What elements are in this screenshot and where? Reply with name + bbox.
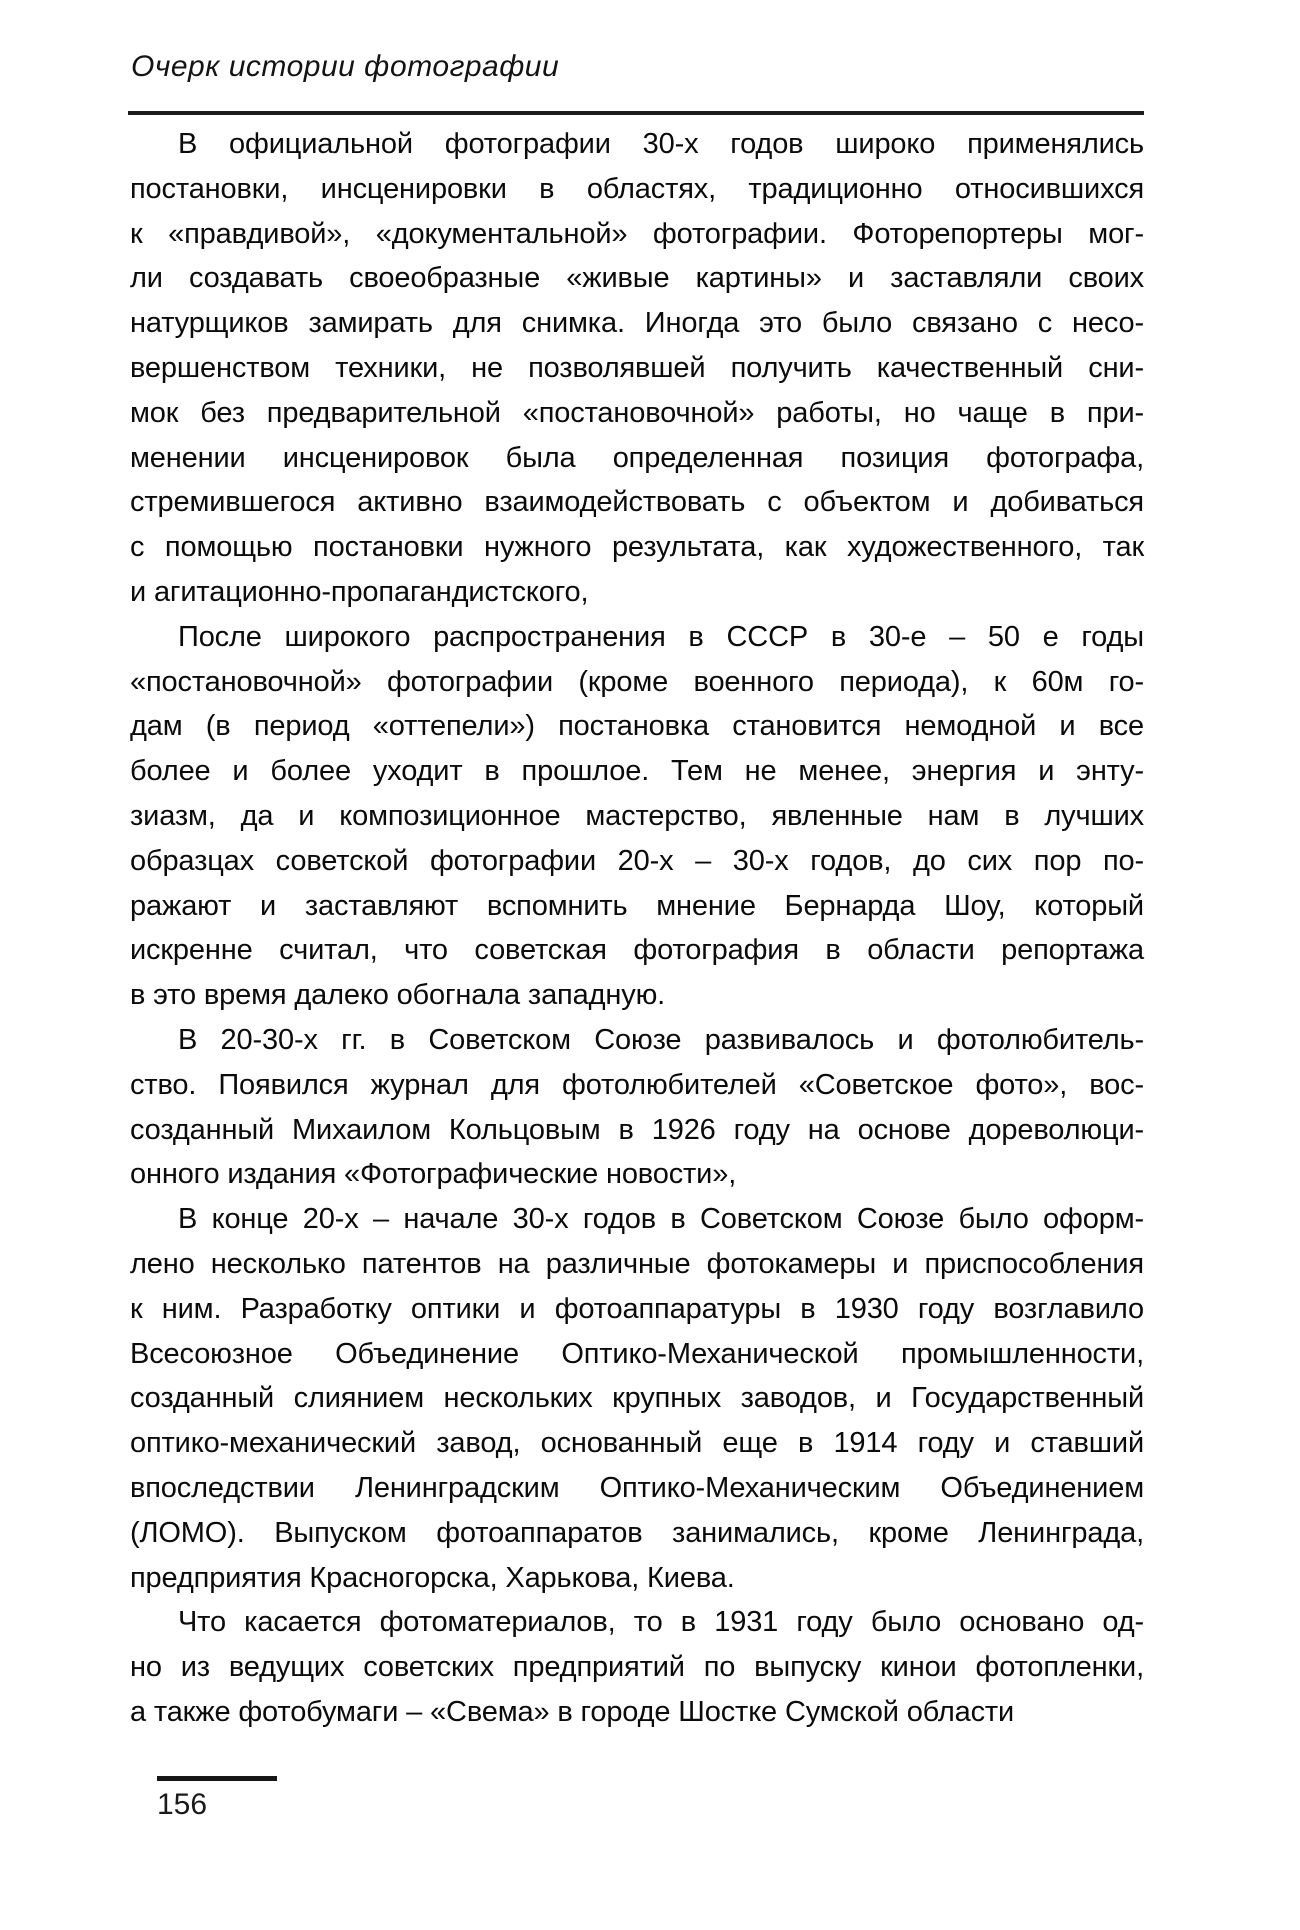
text-line: дам (в период «оттепели») постановка становится немодной и все xyxy=(130,710,1144,743)
text-line: а также фотобумаги – «Свема» в городе Шостке Сумской области xyxy=(130,1695,1015,1728)
text-line: постановки, инсценировки в областях, традиционно относившихся xyxy=(130,172,1144,205)
text-line: в это время далеко обогнала западную. xyxy=(130,979,666,1012)
text-line: зиазм, да и композиционное мастерство, явленные нам в лучших xyxy=(130,799,1144,832)
text-line: менении инсценировок была определенная позиция фотографа, xyxy=(130,441,1144,474)
paragraph xyxy=(130,1197,1144,1600)
text-line: и агитационно-пропагандистского, xyxy=(130,575,589,608)
paragraph xyxy=(130,122,1144,615)
body-text xyxy=(130,122,1144,1735)
text-line: к ним. Разработку оптики и фотоаппаратуры в 1930 году возглавило xyxy=(130,1292,1144,1325)
text-line: впоследствии Ленинградским Оптико-Механическим Объединением xyxy=(130,1471,1144,1504)
text-line: В 20-30-х гг. в Советском Союзе развивалось и фотолюбитель- xyxy=(178,1023,1144,1056)
text-line: но из ведущих советских предприятий по выпуску кинои фотопленки, xyxy=(130,1651,1144,1684)
text-line: предприятия Красногорска, Харькова, Киева. xyxy=(130,1561,735,1594)
text-line: ство. Появился журнал для фотолюбителей «Советское фото», вос- xyxy=(130,1068,1144,1101)
text-line: лено несколько патентов на различные фотокамеры и приспособления xyxy=(130,1247,1144,1280)
text-line: После широкого распространения в СССР в 30-е – 50 е годы xyxy=(178,620,1144,653)
text-line: онного издания «Фотографические новости», xyxy=(130,1158,737,1191)
text-line: созданный Михаилом Кольцовым в 1926 году на основе дореволюци- xyxy=(130,1113,1144,1146)
text-line: натурщиков замирать для снимка. Иногда это было связано с несо- xyxy=(130,307,1144,340)
text-line: Всесоюзное Объединение Оптико-Механической промышленности, xyxy=(130,1337,1144,1370)
text-line: образцах советской фотографии 20-х – 30-х годов, до сих пор по- xyxy=(130,844,1144,877)
footer-rule xyxy=(157,1776,277,1781)
text-line: более и более уходит в прошлое. Тем не менее, энергия и энту- xyxy=(130,755,1144,788)
text-line: мок без предварительной «постановочной» работы, но чаще в при- xyxy=(130,396,1144,429)
text-line: (ЛОМО). Выпуском фотоаппаратов занимались, кроме Ленинграда, xyxy=(130,1516,1144,1549)
text-line: Что касается фотоматериалов, то в 1931 году было основано од- xyxy=(178,1606,1144,1639)
text-line: «постановочной» фотографии (кроме военного периода), к 60м го- xyxy=(130,665,1144,698)
page-number: 156 xyxy=(157,1788,208,1821)
text-line: созданный слиянием нескольких крупных заводов, и Государственный xyxy=(130,1382,1144,1415)
paragraph xyxy=(130,615,1144,1018)
text-line: с помощью постановки нужного результата, как художественного, так xyxy=(130,531,1144,564)
paragraph xyxy=(130,1600,1144,1734)
text-line: ражают и заставляют вспомнить мнение Бернарда Шоу, который xyxy=(130,889,1144,922)
running-header-title: Очерк истории фотографии xyxy=(131,50,560,83)
text-line: оптико-механический завод, основанный еще в 1914 году и ставший xyxy=(130,1427,1144,1460)
header-rule xyxy=(128,111,1144,115)
text-line: В конце 20-х – начале 30-х годов в Советском Союзе было оформ- xyxy=(178,1203,1144,1236)
text-line: В официальной фотографии 30-х годов широко применялись xyxy=(178,128,1144,160)
text-line: ли создавать своеобразные «живые картины» и заставляли своих xyxy=(130,262,1144,295)
text-line: вершенством техники, не позволявшей получить качественный сни- xyxy=(130,351,1144,384)
text-line: к «правдивой», «документальной» фотографии. Фоторепортеры мог- xyxy=(130,217,1144,250)
text-line: стремившегося активно взаимодействовать с объектом и добиваться xyxy=(130,486,1144,519)
text-line: искренне считал, что советская фотография в области репортажа xyxy=(130,934,1144,967)
paragraph xyxy=(130,1018,1144,1197)
